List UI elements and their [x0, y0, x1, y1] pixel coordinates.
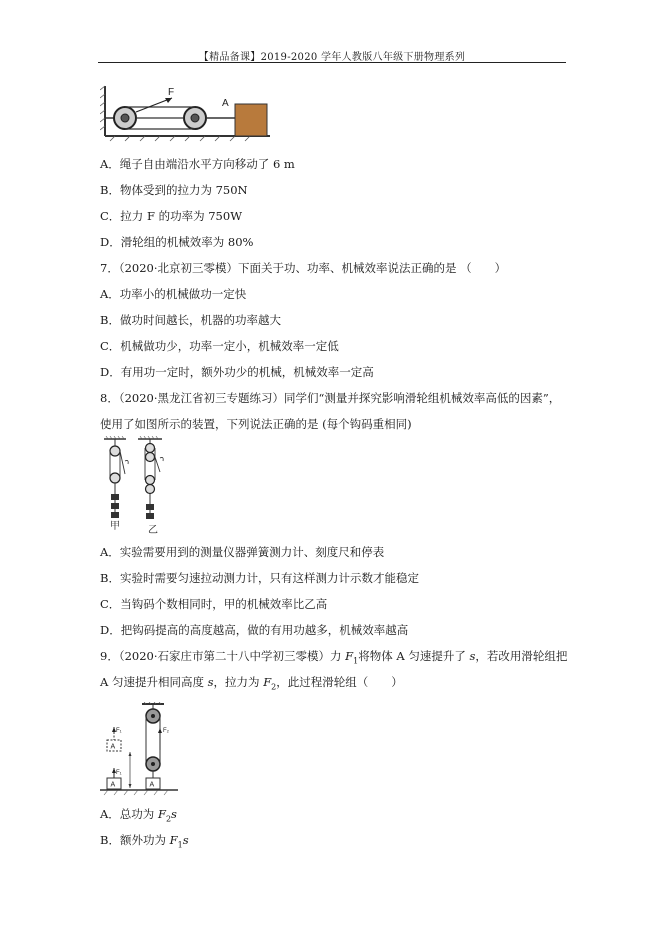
page-header: 【精品备课】2019-2020 学年人教版八年级下册物理系列 [198, 52, 466, 63]
q6-option-c: C．拉力 F 的功率为 750W [100, 209, 243, 223]
label-f2: F₂ [163, 728, 169, 734]
setup-yi [138, 436, 163, 519]
q6-option-a: A．绳子自由端沿水平方向移动了 6 m [100, 157, 295, 171]
figure-horizontal-pulley [100, 84, 275, 144]
figure-lifting-block [100, 702, 180, 796]
label-a-right: A [149, 781, 155, 789]
q8-option-d: D．把钩码提高的高度越高，做的有用功越多，机械效率越高 [100, 623, 409, 637]
q7-option-c: C．机械做功少，功率一定小，机械效率一定低 [100, 339, 339, 353]
q9-stem-line1: 9．（2020·石家庄市第二十八中学初三零模）力 $F_1$将物体 A 匀速提升了 s，若改用滑轮组把 [100, 649, 568, 666]
q7-stem: 7．（2020·北京初三零模）下面关于功、功率、机械效率说法正确的是 （ ） [100, 261, 507, 275]
q7-option-d: D．有用功一定时，额外功少的机械，机械效率一定高 [100, 365, 374, 379]
q8-option-b: B．实验时需要匀速拉动测力计，只有这样测力计示数才能稳定 [100, 571, 419, 585]
q9-stem-line2: A 匀速提升相同高度 s，拉力为 $F_2$，此过程滑轮组（ ） [100, 675, 403, 692]
label-yi: 乙 [148, 525, 158, 536]
q8-stem-line1: 8．（2020·黑龙江省初三专题练习）同学们“测量并探究影响滑轮组机械效率高低的因素”， [100, 391, 561, 405]
setup-jia [104, 436, 128, 518]
label-f1-bottom: F₁ [116, 770, 122, 776]
figure-pulley-setups [100, 436, 175, 536]
header-rule [98, 62, 566, 63]
block-a [235, 104, 267, 136]
label-a: A [222, 98, 229, 109]
q6-option-b: B．物体受到的拉力为 750N [100, 183, 248, 197]
q6-option-d: D．滑轮组的机械效率为 80% [100, 235, 254, 249]
q8-option-c: C．当钩码个数相同时，甲的机械效率比乙高 [100, 597, 328, 611]
label-jia: 甲 [110, 521, 120, 532]
q7-option-a: A．功率小的机械做功一定快 [100, 287, 247, 301]
label-a-top: A [110, 743, 116, 751]
label-a-left: A [110, 781, 116, 789]
q9-option-b: B．额外功为 $F_1s$ [100, 833, 189, 850]
q8-option-a: A．实验需要用到的测量仪器弹簧测力计、刻度尺和停表 [100, 545, 385, 559]
label-f1-top: F₁ [116, 728, 122, 734]
q8-stem-line2: 使用了如图所示的装置，下列说法正确的是 (每个钩码重相同) [100, 417, 412, 431]
q7-option-b: B．做功时间越长，机器的功率越大 [100, 313, 281, 327]
label-f: F [168, 87, 175, 98]
q9-option-a: A．总功为 $F_2s$ [100, 807, 177, 824]
